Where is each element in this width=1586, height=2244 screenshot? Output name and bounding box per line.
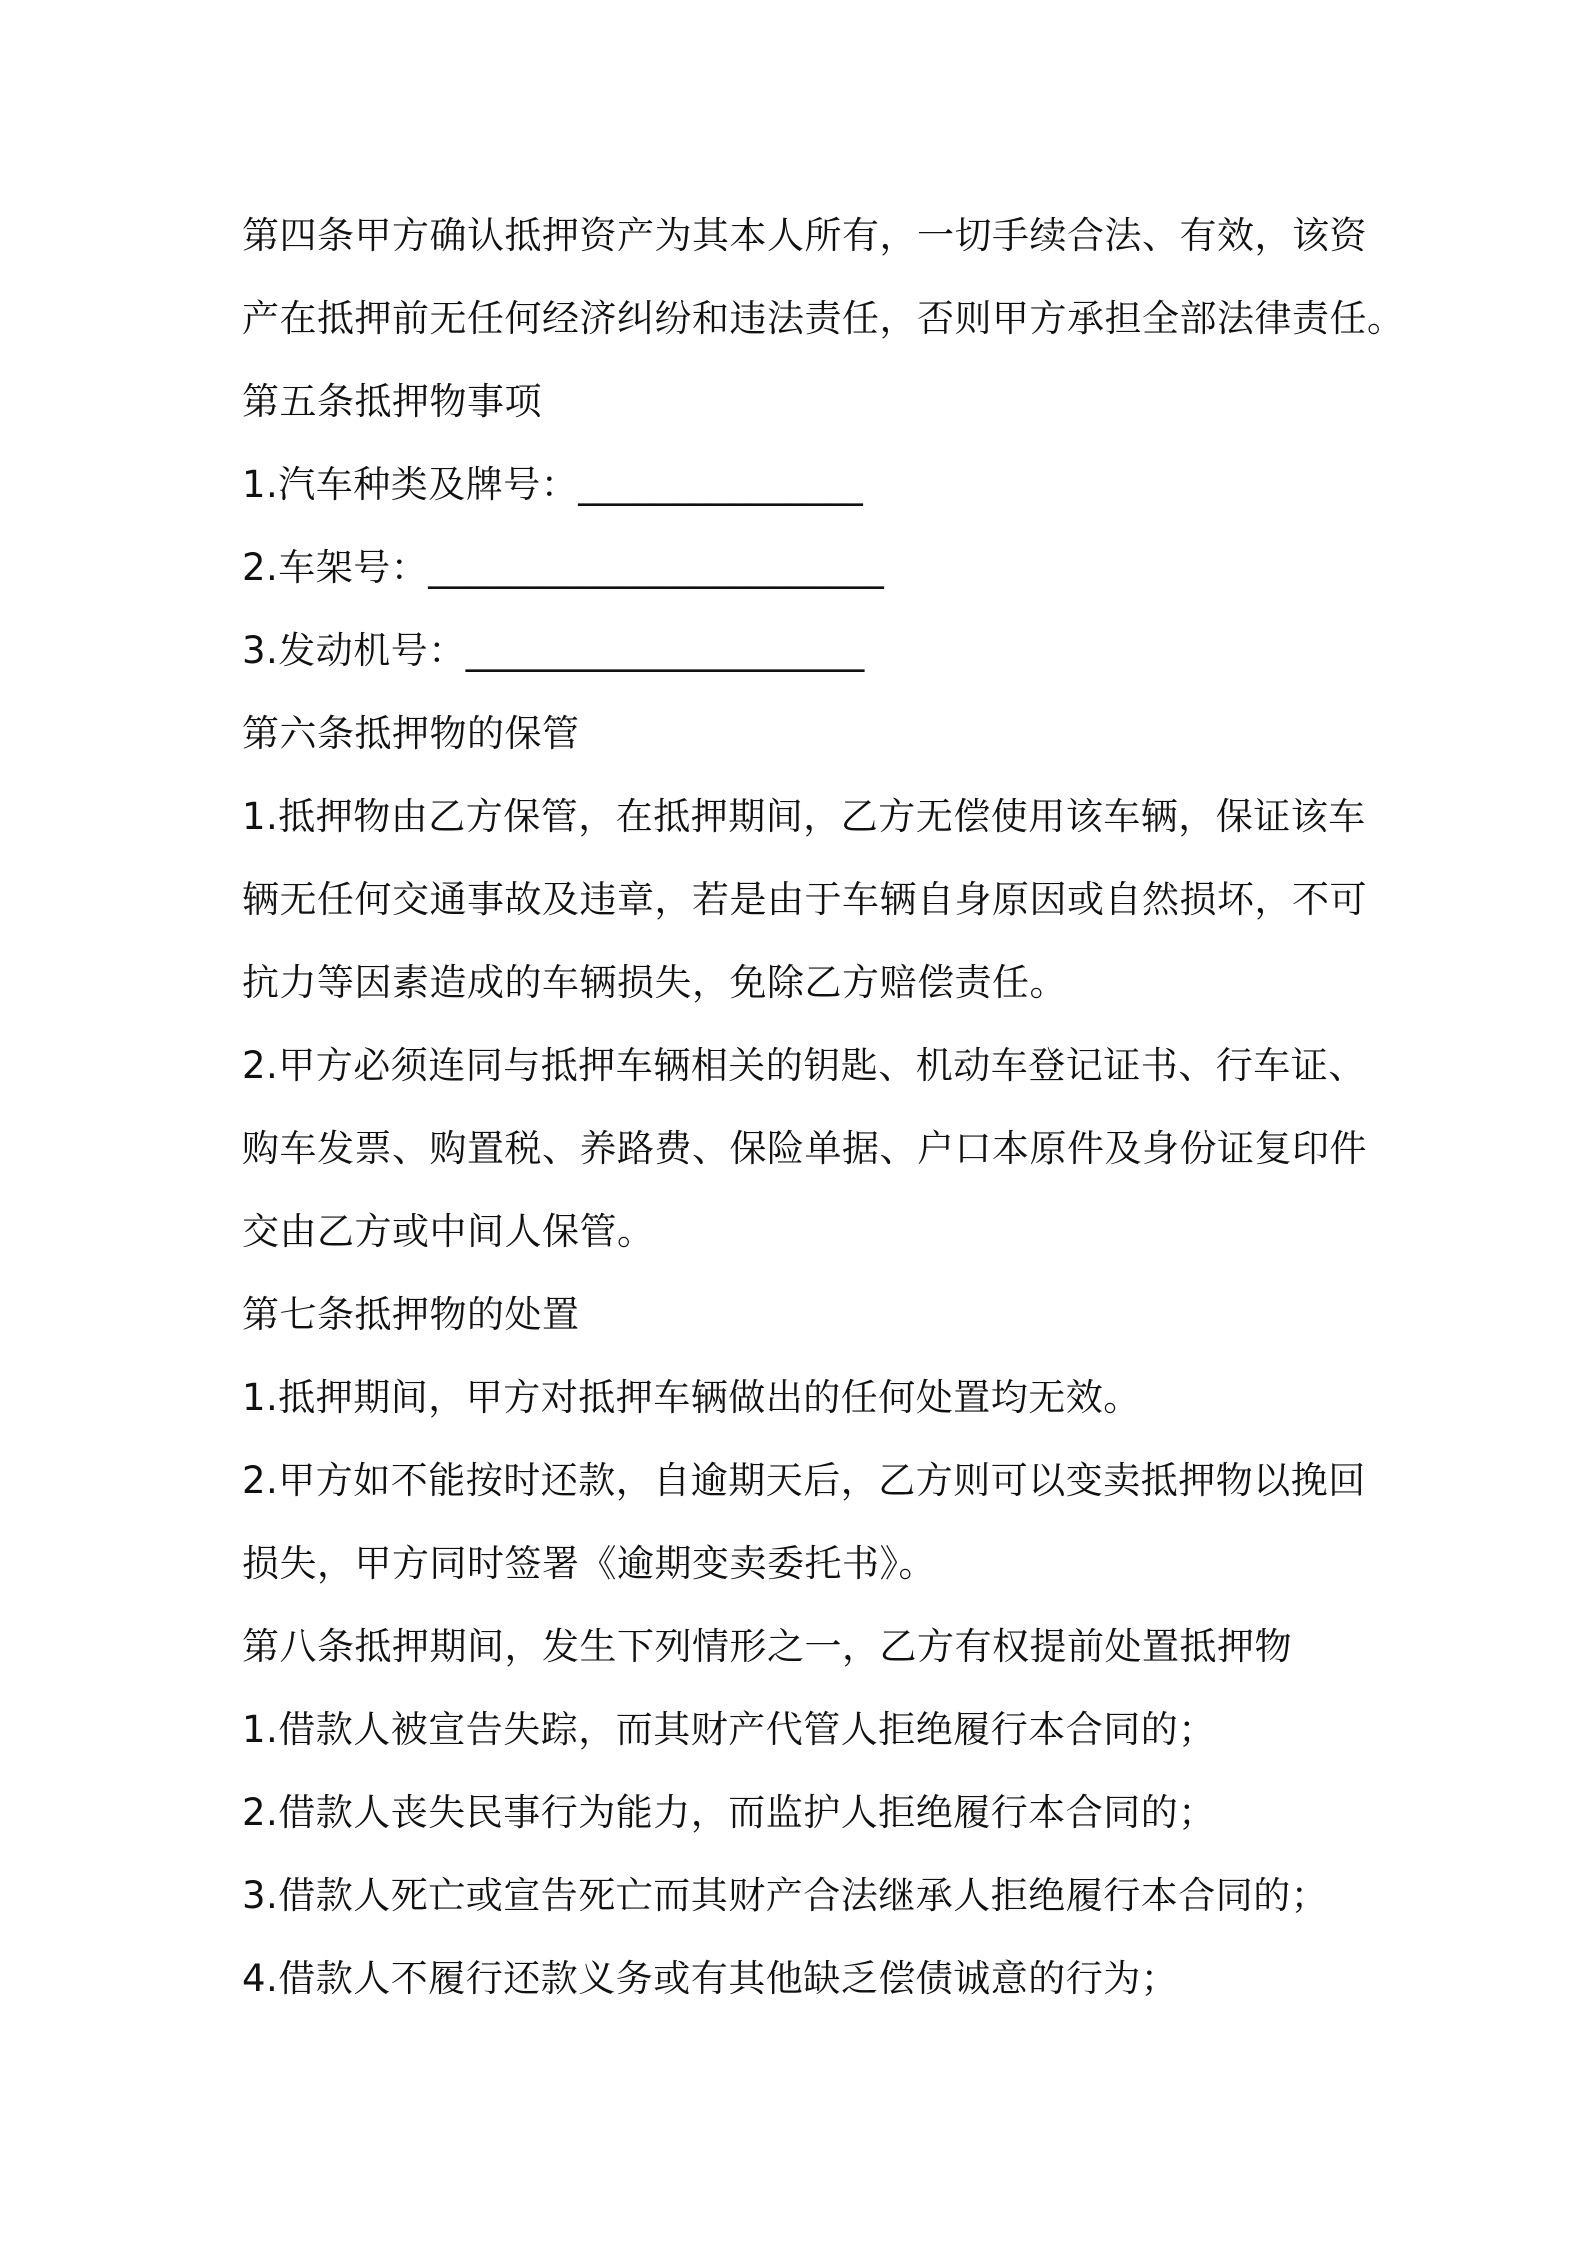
- engine-number-field: 3.发动机号：_____________________: [242, 629, 865, 672]
- clause-8-item-4: 4.借款人不履行还款义务或有其他缺乏偿债诚意的行为；: [242, 1957, 1179, 2000]
- vehicle-type-plate-field: 1.汽车种类及牌号：_______________: [242, 463, 864, 506]
- clause-6-item-2-line-2: 购车发票、购置税、养路费、保险单据、户口本原件及身份证复印件: [242, 1127, 1367, 1170]
- clause-7-item-1: 1.抵押期间，甲方对抵押车辆做出的任何处置均无效。: [242, 1376, 1141, 1419]
- chassis-number-field: 2.车架号：________________________: [242, 546, 885, 589]
- clause-6-heading: 第六条抵押物的保管: [242, 712, 580, 755]
- clause-8-heading: 第八条抵押期间，发生下列情形之一，乙方有权提前处置抵押物: [242, 1625, 1292, 1668]
- document-body: [242, 194, 1405, 2020]
- clause-8-item-1: 1.借款人被宣告失踪，而其财产代管人拒绝履行本合同的；: [242, 1708, 1216, 1751]
- clause-4-line-1: 第四条甲方确认抵押资产为其本人所有，一切手续合法、有效，该资: [242, 214, 1367, 257]
- clause-6-item-2-line-1: 2.甲方必须连同与抵押车辆相关的钥匙、机动车登记证书、行车证、: [242, 1044, 1366, 1087]
- clause-8-item-3: 3.借款人死亡或宣告死亡而其财产合法继承人拒绝履行本合同的；: [242, 1874, 1329, 1917]
- clause-7-heading: 第七条抵押物的处置: [242, 1293, 580, 1336]
- clause-6-item-2-line-3: 交由乙方或中间人保管。: [242, 1210, 655, 1253]
- clause-7-item-2-line-1: 2.甲方如不能按时还款，自逾期天后，乙方则可以变卖抵押物以挽回: [242, 1459, 1366, 1502]
- clause-6-item-1-line-2: 辆无任何交通事故及违章，若是由于车辆自身原因或自然损坏，不可: [242, 878, 1367, 921]
- clause-5-heading: 第五条抵押物事项: [242, 380, 542, 423]
- clause-6-item-1-line-1: 1.抵押物由乙方保管，在抵押期间，乙方无偿使用该车辆，保证该车: [242, 795, 1366, 838]
- clause-6-item-1-line-3: 抗力等因素造成的车辆损失，免除乙方赔偿责任。: [242, 961, 1067, 1004]
- clause-7-item-2-line-2: 损失，甲方同时签署《逾期变卖委托书》。: [242, 1542, 936, 1585]
- clause-8-item-2: 2.借款人丧失民事行为能力，而监护人拒绝履行本合同的；: [242, 1791, 1216, 1834]
- clause-4-line-2: 产在抵押前无任何经济纠纷和违法责任，否则甲方承担全部法律责任。: [242, 297, 1405, 340]
